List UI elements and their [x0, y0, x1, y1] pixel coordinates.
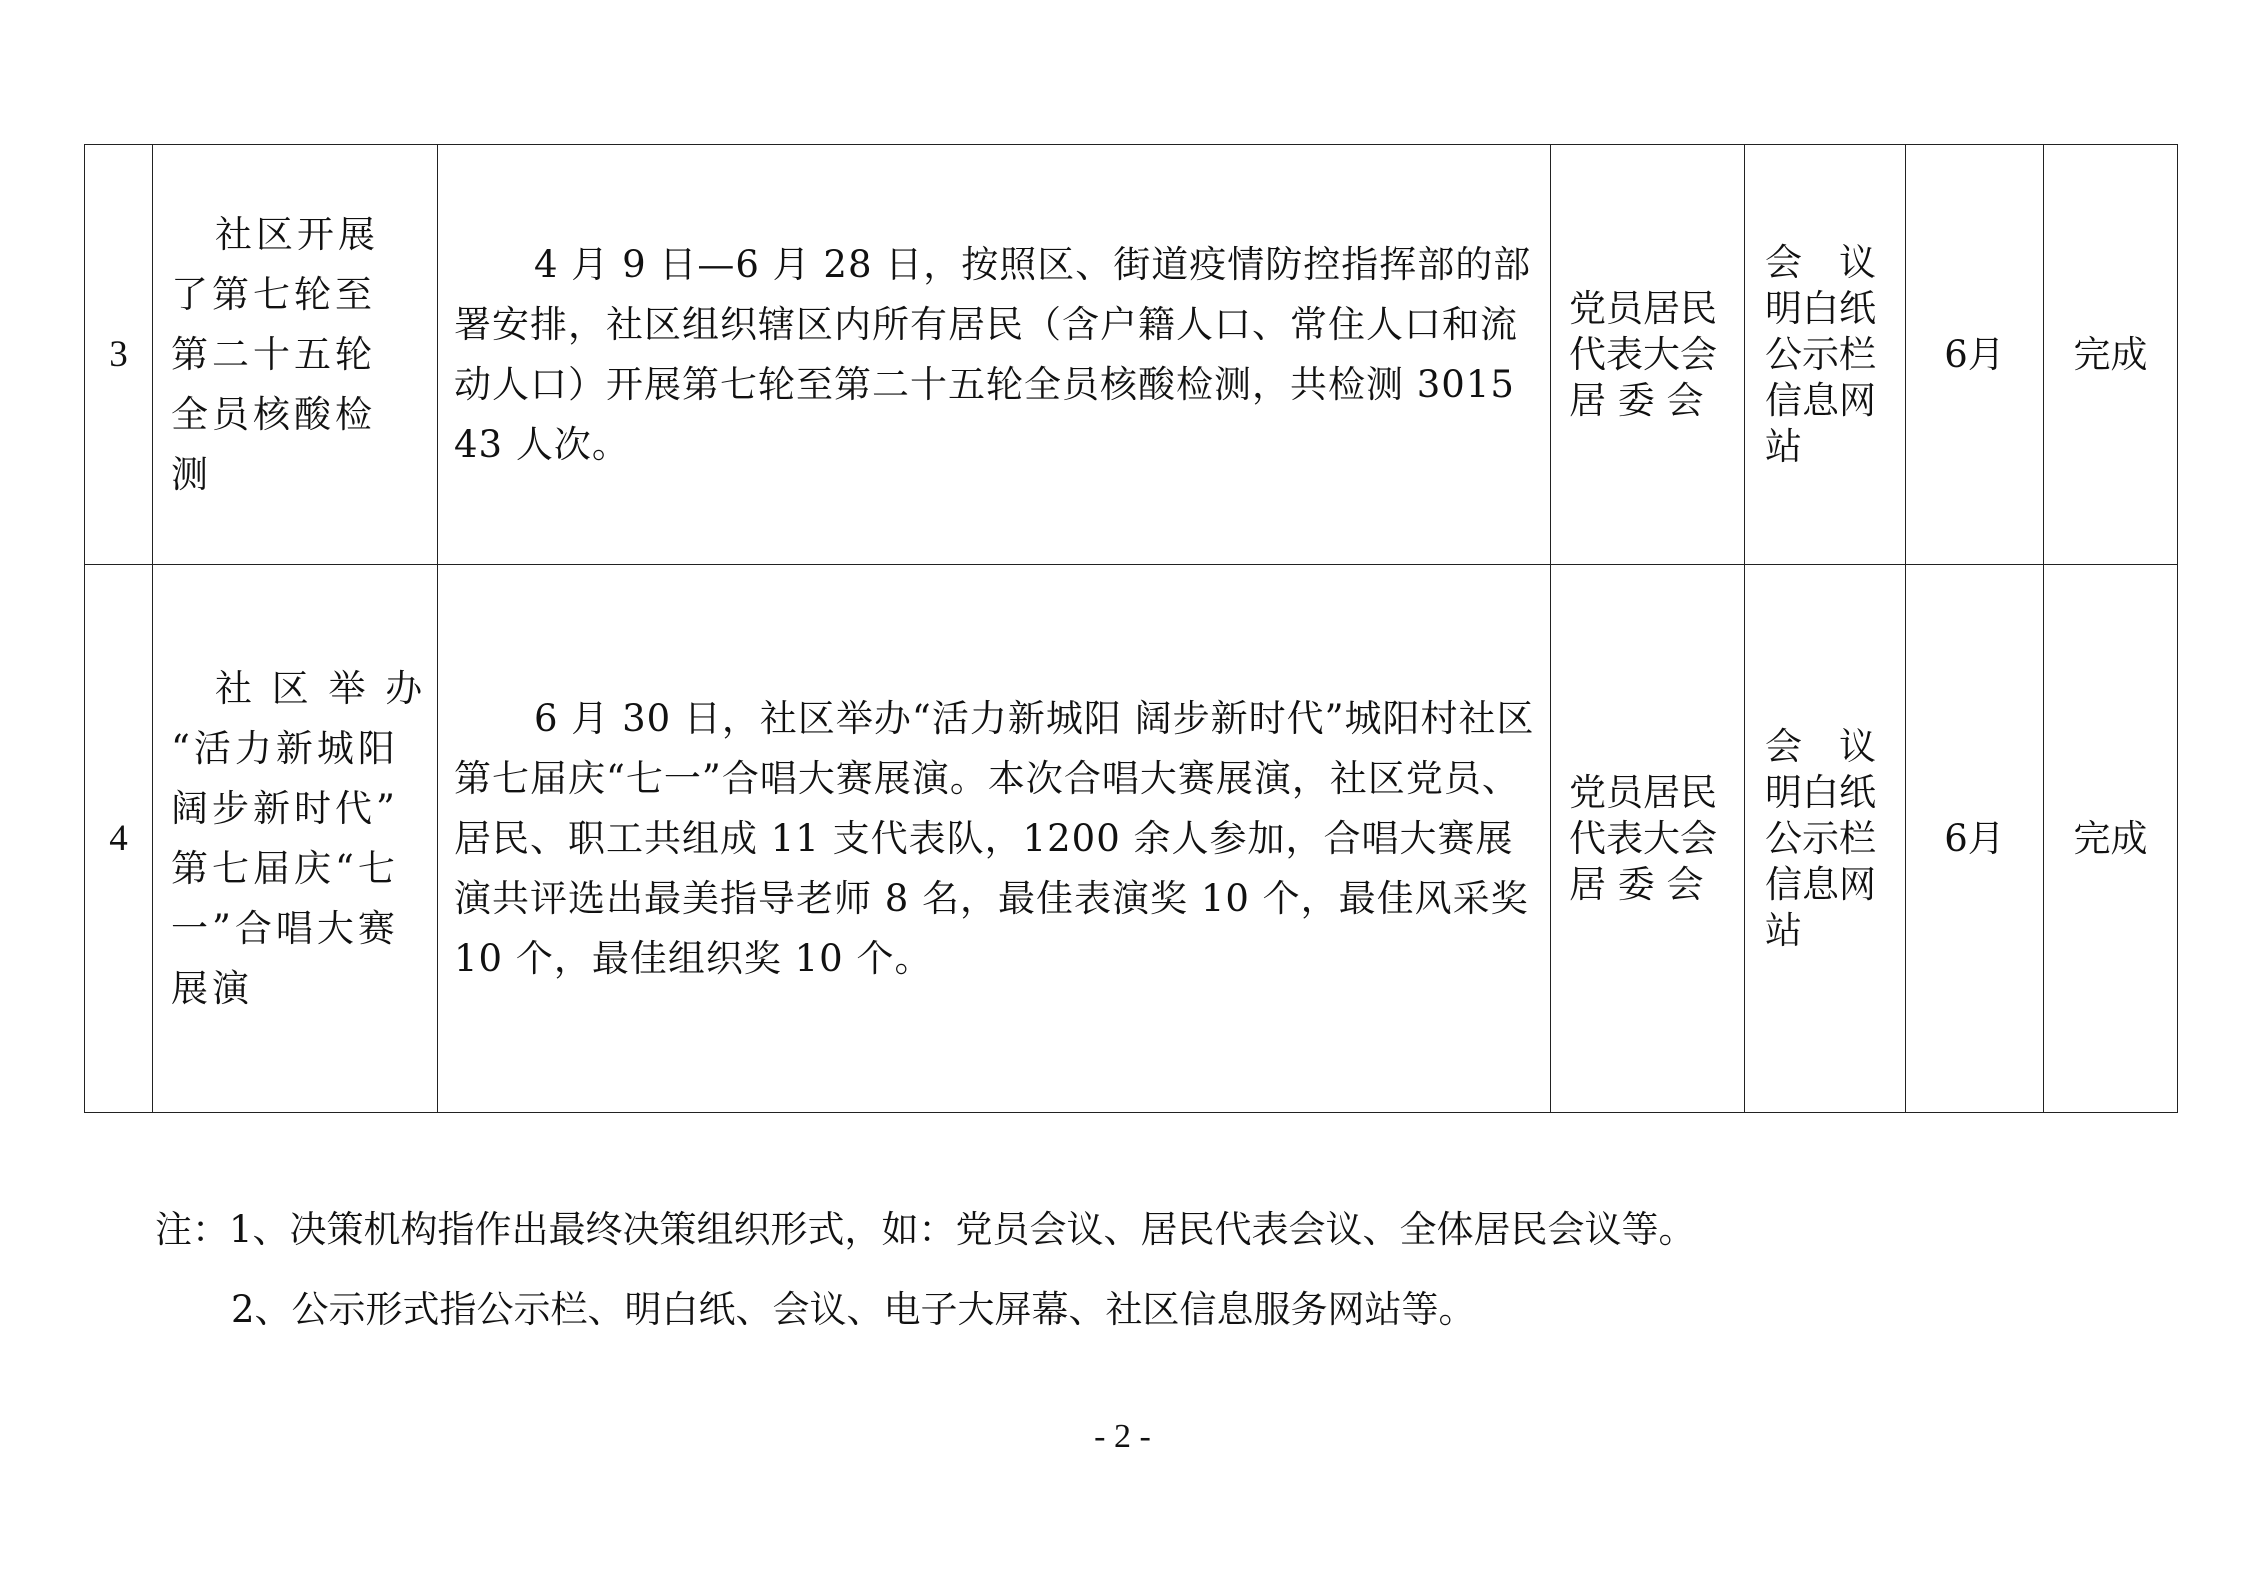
- notes-section: [155, 1190, 2155, 1350]
- record-table: [84, 144, 2178, 1113]
- decision-line: 居 委 会: [1569, 378, 1704, 422]
- description-cell: [438, 145, 1551, 565]
- table-row: [85, 565, 2178, 1113]
- publicity-line: 明白纸: [1765, 286, 1876, 330]
- decision-line: 代表大会: [1569, 332, 1717, 376]
- item-line: 一”合唱大赛: [171, 906, 399, 950]
- time-cell: 6月: [1906, 145, 2044, 565]
- item-line: 展演: [171, 966, 253, 1010]
- publicity-form-cell: [1745, 145, 1906, 565]
- publicity-line: 信息网站: [1765, 862, 1876, 952]
- table-row: [85, 145, 2178, 565]
- item-line: 第七届庆“七: [171, 846, 399, 890]
- page-number: - 2 -: [1094, 1418, 1151, 1455]
- publicity-line: 明白纸: [1765, 770, 1876, 814]
- description-text: 6 月 30 日，社区举办“活力新城阳 阔步新时代”城阳村社区第七届庆“七一”合唱大赛展演。本次合唱大赛展演，社区党员、居民、职工共组成 11 支代表队，1200 余人参加，合唱大赛展演共评选出最美指导老师 8 名，最佳表演奖 10 个，最佳风采奖 10 个，最佳组织奖 10 个。: [454, 696, 1535, 980]
- publicity-line: 公示栏: [1765, 816, 1876, 860]
- publicity-line: 公示栏: [1765, 332, 1876, 376]
- decision-line: 党员居民: [1569, 770, 1717, 814]
- publicity-line: 会 议: [1765, 724, 1876, 768]
- row-number: 3: [85, 145, 153, 565]
- item-line: 全员核酸检: [171, 392, 376, 436]
- decision-body-cell: [1551, 145, 1745, 565]
- time-cell: 6月: [1906, 565, 2044, 1113]
- description-text: 4 月 9 日—6 月 28 日，按照区、街道疫情防控指挥部的部署安排，社区组织辖区内所有居民（含户籍人口、常住人口和流动人口）开展第七轮至第二十五轮全员核酸检测，共检测 301543 人次。: [454, 242, 1532, 466]
- item-line: “活力新城阳: [171, 726, 399, 770]
- description-cell: [438, 565, 1551, 1113]
- publicity-line: 信息网站: [1765, 378, 1876, 468]
- item-cell: [153, 565, 438, 1113]
- row-number: 4: [85, 565, 153, 1113]
- item-line: 社 区 举 办: [215, 666, 427, 710]
- decision-body-cell: [1551, 565, 1745, 1113]
- item-line: 了第七轮至: [171, 272, 376, 316]
- decision-line: 居 委 会: [1569, 862, 1704, 906]
- note-line-1: 注：1、决策机构指作出最终决策组织形式，如：党员会议、居民代表会议、全体居民会议等。: [155, 1208, 1696, 1251]
- publicity-form-cell: [1745, 565, 1906, 1113]
- decision-line: 代表大会: [1569, 816, 1717, 860]
- item-cell: [153, 145, 438, 565]
- status-cell: 完成: [2044, 565, 2178, 1113]
- publicity-line: 会 议: [1765, 240, 1876, 284]
- item-line: 测: [171, 452, 212, 496]
- note-line-2: 2、公示形式指公示栏、明白纸、会议、电子大屏幕、社区信息服务网站等。: [231, 1288, 1476, 1331]
- item-line: 阔步新时代”: [171, 786, 399, 830]
- decision-line: 党员居民: [1569, 286, 1717, 330]
- item-line: 第二十五轮: [171, 332, 376, 376]
- status-cell: 完成: [2044, 145, 2178, 565]
- item-line: 社区开展: [215, 212, 379, 256]
